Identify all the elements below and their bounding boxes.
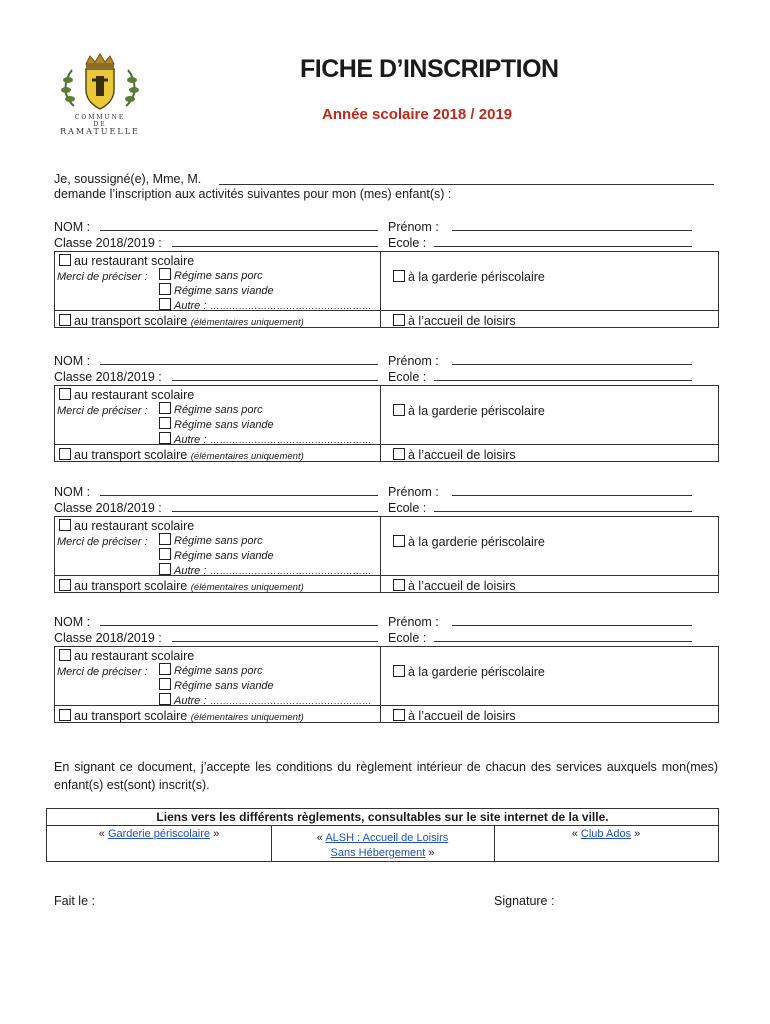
nom-field[interactable] (100, 485, 378, 496)
autre-option[interactable] (159, 563, 371, 577)
regime-viande-label: Régime sans viande (174, 285, 274, 297)
checkbox[interactable] (59, 519, 71, 531)
prenom-field[interactable] (452, 354, 692, 365)
club-ados-link[interactable]: Club Ados (580, 828, 632, 840)
restaurant-option[interactable] (59, 254, 194, 268)
intro-declarant-label: Je, soussigné(e), Mme, M. (54, 172, 202, 186)
classe-field[interactable] (172, 501, 378, 512)
transport-label: au transport scolaire (74, 314, 188, 328)
checkbox[interactable] (393, 535, 405, 547)
preciser-label (57, 269, 147, 283)
declarant-name-field[interactable] (219, 174, 714, 185)
activities-table (54, 385, 719, 462)
prenom-label: Prénom : (388, 354, 439, 368)
autre-option[interactable] (159, 693, 371, 707)
transport-note: (élémentaires uniquement) (190, 712, 304, 723)
checkbox[interactable] (159, 533, 171, 545)
autre-label: Autre : (174, 434, 207, 446)
commune-label-1: COMMUNE (74, 114, 126, 121)
checkbox[interactable] (393, 448, 405, 460)
checkbox[interactable] (393, 665, 405, 677)
transport-label: au transport scolaire (74, 448, 188, 462)
ecole-label: Ecole : (388, 236, 427, 250)
autre-dots: …………………………………………… (209, 566, 372, 577)
table-divider (55, 444, 718, 445)
regime-porc-label: Régime sans porc (174, 404, 263, 416)
commune-label-2: DE (93, 121, 107, 128)
checkbox[interactable] (59, 254, 71, 266)
coat-of-arms-icon (52, 52, 148, 114)
regime-viande-label: Régime sans viande (174, 680, 274, 692)
prenom-field[interactable] (452, 220, 692, 231)
regime-viande-label: Régime sans viande (174, 419, 274, 431)
ecole-label: Ecole : (388, 631, 427, 645)
accueil-label: à l’accueil de loisirs (408, 448, 516, 462)
intro-line-1 (54, 172, 201, 186)
table-divider (55, 310, 718, 311)
commune-logo (52, 52, 148, 134)
classe-label: Classe 2018/2019 : (54, 631, 162, 645)
ecole-label: Ecole : (388, 370, 427, 384)
preciser-text: Merci de préciser : (57, 405, 148, 417)
nom-label: NOM : (54, 615, 91, 629)
activities-table (54, 646, 719, 723)
table-divider (380, 252, 381, 327)
table-divider (380, 647, 381, 722)
quote-open: « (316, 832, 323, 844)
nom-field[interactable] (100, 354, 378, 365)
checkbox[interactable] (159, 693, 171, 705)
garderie-option[interactable] (393, 665, 545, 679)
garderie-option[interactable] (393, 270, 545, 284)
checkbox[interactable] (393, 270, 405, 282)
accueil-option[interactable] (393, 314, 516, 328)
checkbox[interactable] (59, 448, 71, 460)
accueil-option[interactable] (393, 709, 516, 723)
checkbox[interactable] (393, 404, 405, 416)
prenom-field[interactable] (452, 615, 692, 626)
autre-option[interactable] (159, 298, 371, 312)
autre-label: Autre : (174, 300, 207, 312)
regime-viande-option[interactable] (159, 678, 274, 692)
checkbox[interactable] (159, 298, 171, 310)
alsh-link-line-2[interactable]: Sans Hébergement (330, 847, 426, 859)
garderie-label: à la garderie périscolaire (408, 535, 545, 549)
accueil-label: à l’accueil de loisirs (408, 709, 516, 723)
ecole-field[interactable] (434, 370, 692, 381)
restaurant-label: au restaurant scolaire (74, 519, 195, 533)
quote-open: « (571, 828, 578, 840)
checkbox[interactable] (159, 663, 171, 675)
signature-label: Signature : (494, 894, 555, 908)
table-divider (380, 517, 381, 592)
preciser-text: Merci de préciser : (57, 666, 148, 678)
table-divider (55, 575, 718, 576)
regime-viande-option[interactable] (159, 283, 274, 297)
prenom-label: Prénom : (388, 220, 439, 234)
transport-note: (élémentaires uniquement) (190, 582, 304, 593)
nom-label: NOM : (54, 485, 91, 499)
transport-option[interactable] (59, 709, 304, 723)
preciser-label (57, 403, 147, 417)
preciser-label (57, 664, 147, 678)
quote-close: » (213, 828, 220, 840)
quote-close: » (634, 828, 641, 840)
alsh-link[interactable]: ALSH : Accueil de Loisirs (325, 832, 449, 844)
table-divider (55, 705, 718, 706)
autre-label: Autre : (174, 695, 207, 707)
autre-dots: …………………………………………… (209, 696, 372, 707)
regime-viande-label: Régime sans viande (174, 550, 274, 562)
activities-table (54, 516, 719, 593)
restaurant-option[interactable] (59, 649, 194, 663)
commune-label-3: RAMATUELLE (60, 127, 140, 136)
transport-option[interactable] (59, 448, 304, 462)
classe-label: Classe 2018/2019 : (54, 501, 162, 515)
restaurant-option[interactable] (59, 388, 194, 402)
checkbox[interactable] (159, 548, 171, 560)
checkbox[interactable] (59, 709, 71, 721)
checkbox[interactable] (159, 432, 171, 444)
checkbox[interactable] (393, 314, 405, 326)
preciser-text: Merci de préciser : (57, 536, 148, 548)
preciser-label (57, 534, 147, 548)
classe-field[interactable] (172, 370, 378, 381)
ecole-field[interactable] (434, 631, 692, 642)
autre-dots: …………………………………………… (209, 435, 372, 446)
regime-porc-option[interactable] (159, 533, 263, 547)
checkbox[interactable] (159, 402, 171, 414)
fait-le-label: Fait le : (54, 894, 95, 908)
transport-label: au transport scolaire (74, 579, 188, 593)
checkbox[interactable] (59, 388, 71, 400)
ecole-field[interactable] (434, 501, 692, 512)
nom-label: NOM : (54, 220, 91, 234)
transport-note: (élémentaires uniquement) (190, 451, 304, 462)
nom-field[interactable] (100, 615, 378, 626)
checkbox[interactable] (159, 268, 171, 280)
consent-paragraph: En signant ce document, j’accepte les conditions du règlement intérieur de chacun des services auxquels mon(mes) enfant(s) est(sont) inscrit(s). (54, 760, 718, 792)
quote-open: « (98, 828, 105, 840)
prenom-label: Prénom : (388, 485, 439, 499)
garderie-label: à la garderie périscolaire (408, 404, 545, 418)
classe-label: Classe 2018/2019 : (54, 236, 162, 250)
links-cell-garderie (47, 827, 271, 862)
ecole-label: Ecole : (388, 501, 427, 515)
nom-label: NOM : (54, 354, 91, 368)
transport-option[interactable] (59, 314, 304, 328)
regime-porc-label: Régime sans porc (174, 270, 263, 282)
classe-field[interactable] (172, 236, 378, 247)
ecole-field[interactable] (434, 236, 692, 247)
checkbox[interactable] (59, 314, 71, 326)
checkbox[interactable] (159, 678, 171, 690)
accueil-option[interactable] (393, 579, 516, 593)
regime-viande-option[interactable] (159, 417, 274, 431)
preciser-text: Merci de préciser : (57, 271, 148, 283)
checkbox[interactable] (59, 649, 71, 661)
nom-field[interactable] (100, 220, 378, 231)
form-title: FICHE D’INSCRIPTION (300, 55, 559, 83)
garderie-option[interactable] (393, 535, 545, 549)
checkbox[interactable] (393, 709, 405, 721)
transport-option[interactable] (59, 579, 304, 593)
accueil-label: à l’accueil de loisirs (408, 314, 516, 328)
regime-porc-option[interactable] (159, 402, 263, 416)
classe-field[interactable] (172, 631, 378, 642)
school-year: Année scolaire 2018 / 2019 (322, 106, 513, 123)
regime-porc-option[interactable] (159, 268, 263, 282)
intro-line-2: demande l’inscription aux activités suivantes pour mon (mes) enfant(s) : (54, 187, 452, 201)
quote-close: » (428, 847, 435, 859)
regime-porc-label: Régime sans porc (174, 665, 263, 677)
garderie-link[interactable]: Garderie périscolaire (107, 828, 211, 840)
accueil-label: à l’accueil de loisirs (408, 579, 516, 593)
restaurant-label: au restaurant scolaire (74, 388, 195, 402)
checkbox[interactable] (393, 579, 405, 591)
classe-label: Classe 2018/2019 : (54, 370, 162, 384)
restaurant-option[interactable] (59, 519, 194, 533)
links-cell-club-ados (494, 827, 718, 862)
checkbox[interactable] (59, 579, 71, 591)
transport-label: au transport scolaire (74, 709, 188, 723)
checkbox[interactable] (159, 283, 171, 295)
restaurant-label: au restaurant scolaire (74, 254, 195, 268)
garderie-label: à la garderie périscolaire (408, 665, 545, 679)
links-table-heading: Liens vers les différents règlements, consultables sur le site internet de la ville. (47, 809, 718, 826)
autre-option[interactable] (159, 432, 371, 446)
regime-porc-option[interactable] (159, 663, 263, 677)
activities-table (54, 251, 719, 328)
regulations-links-table (46, 808, 719, 862)
links-cell-alsh (271, 831, 494, 866)
autre-dots: …………………………………………… (209, 301, 372, 312)
transport-note: (élémentaires uniquement) (190, 317, 304, 328)
garderie-label: à la garderie périscolaire (408, 270, 545, 284)
prenom-field[interactable] (452, 485, 692, 496)
regime-viande-option[interactable] (159, 548, 274, 562)
accueil-option[interactable] (393, 448, 516, 462)
regime-porc-label: Régime sans porc (174, 535, 263, 547)
garderie-option[interactable] (393, 404, 545, 418)
restaurant-label: au restaurant scolaire (74, 649, 195, 663)
checkbox[interactable] (159, 417, 171, 429)
table-divider (380, 386, 381, 461)
checkbox[interactable] (159, 563, 171, 575)
prenom-label: Prénom : (388, 615, 439, 629)
autre-label: Autre : (174, 565, 207, 577)
